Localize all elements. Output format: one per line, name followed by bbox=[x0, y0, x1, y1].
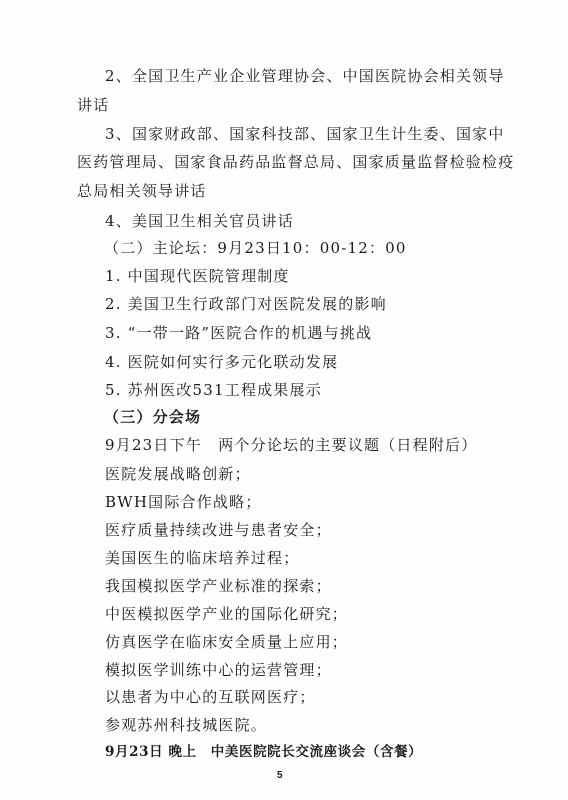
list-item: 我国模拟医学产业标准的探索； bbox=[105, 577, 332, 595]
list-item: 1. 中国现代医院管理制度 bbox=[105, 267, 290, 285]
text-line: 讲话 bbox=[77, 96, 110, 114]
list-item: BWH国际合作战略； bbox=[105, 493, 262, 511]
section-heading: （三）分会场 bbox=[104, 408, 202, 426]
text-line: 2、全国卫生产业企业管理协会、中国医院协会相关领导 bbox=[105, 67, 505, 85]
page-number: 5 bbox=[277, 770, 283, 781]
list-item: 仿真医学在临床安全质量上应用； bbox=[105, 633, 349, 651]
list-item: 医院发展战略创新； bbox=[105, 465, 251, 483]
list-item: 2. 美国卫生行政部门对医院发展的影响 bbox=[105, 295, 387, 313]
text-line: 总局相关领导讲话 bbox=[77, 182, 207, 200]
list-item: 美国医生的临床培养过程； bbox=[105, 549, 300, 567]
text-line: 9月23日下午 两个分论坛的主要议题（日程附后） bbox=[105, 436, 478, 454]
list-item: 医疗质量持续改进与患者安全； bbox=[105, 521, 332, 539]
list-item: 模拟医学训练中心的运营管理； bbox=[105, 661, 332, 679]
text-line: 3、国家财政部、国家科技部、国家卫生计生委、国家中 bbox=[105, 125, 505, 143]
list-item: 3. “一带一路”医院合作的机遇与挑战 bbox=[105, 324, 373, 342]
list-item: 4. 医院如何实行多元化联动发展 bbox=[105, 353, 339, 371]
list-item: 以患者为中心的互联网医疗； bbox=[105, 688, 316, 706]
text-line: 医药管理局、国家食品药品监督总局、国家质量监督检验检疫 bbox=[77, 153, 515, 171]
text-line: 9月23日 晚上 中美医院院长交流座谈会（含餐） bbox=[105, 744, 423, 760]
list-item: 中医模拟医学产业的国际化研究； bbox=[105, 605, 349, 623]
section-heading: （二）主论坛：9月23日10：00-12：00 bbox=[104, 239, 407, 257]
text-line: 4、美国卫生相关官员讲话 bbox=[105, 212, 294, 230]
list-item: 参观苏州科技城医院。 bbox=[105, 716, 268, 734]
list-item: 5. 苏州医改531工程成果展示 bbox=[105, 381, 322, 399]
